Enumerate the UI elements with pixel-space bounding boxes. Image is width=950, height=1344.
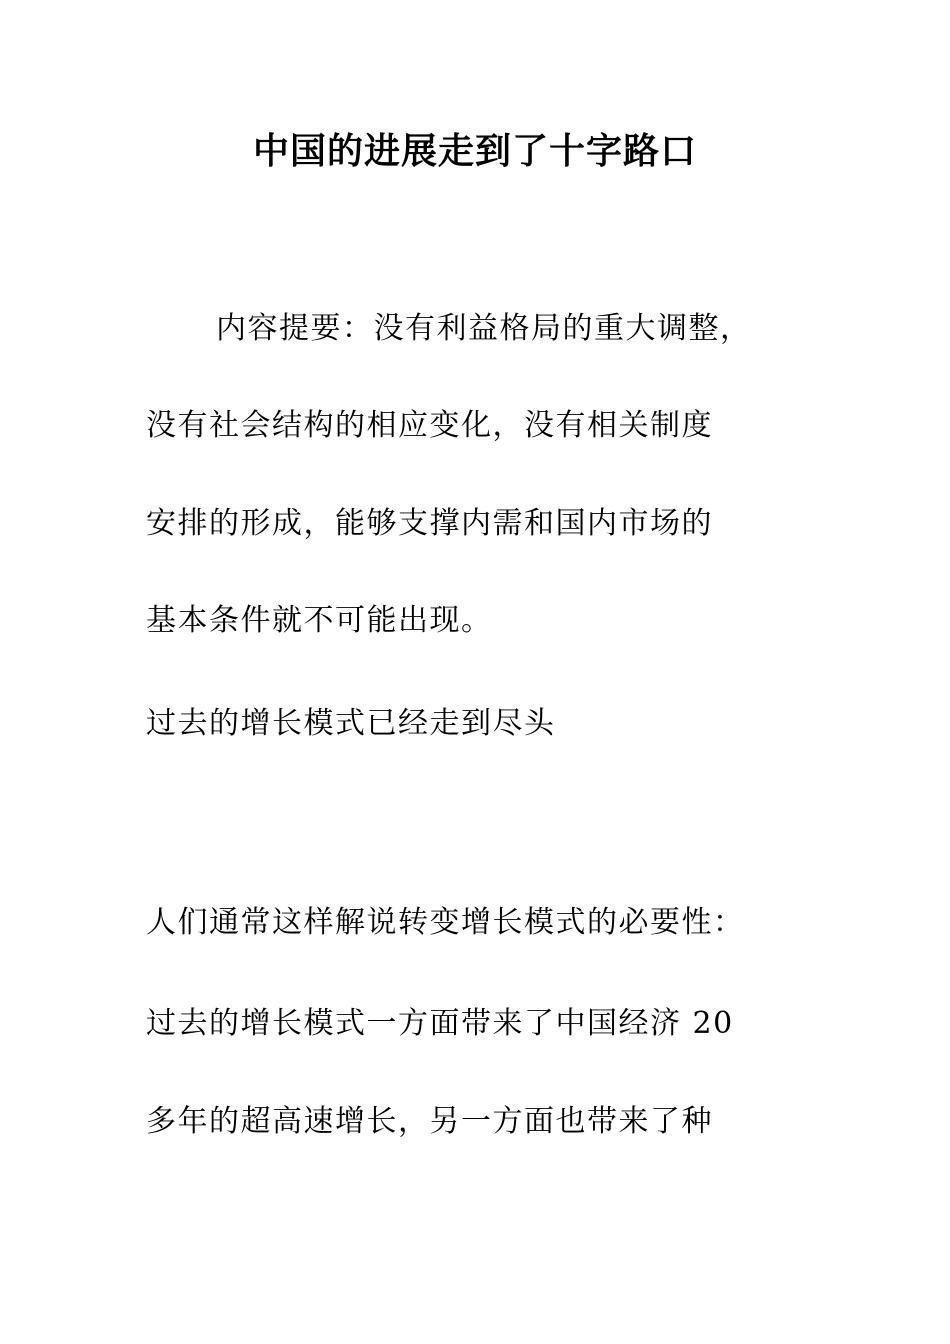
document-title: 中国的进展走到了十字路口 <box>252 131 697 172</box>
summary-line: 没有社会结构的相应变化，没有相关制度 <box>146 408 713 443</box>
summary-line: 基本条件就不可能出现。 <box>146 603 493 638</box>
body-line: 人们通常这样解说转变增长模式的必要性： <box>146 905 745 940</box>
section-heading: 过去的增长模式已经走到尽头 <box>146 706 556 741</box>
body-line: 过去的增长模式一方面带来了中国经济 20 <box>146 1006 734 1041</box>
body-line: 多年的超高速增长，另一方面也带来了种 <box>146 1104 713 1139</box>
summary-line: 内容提要：没有利益格局的重大调整， <box>216 311 752 346</box>
summary-line: 安排的形成，能够支撑内需和国内市场的 <box>146 506 713 541</box>
